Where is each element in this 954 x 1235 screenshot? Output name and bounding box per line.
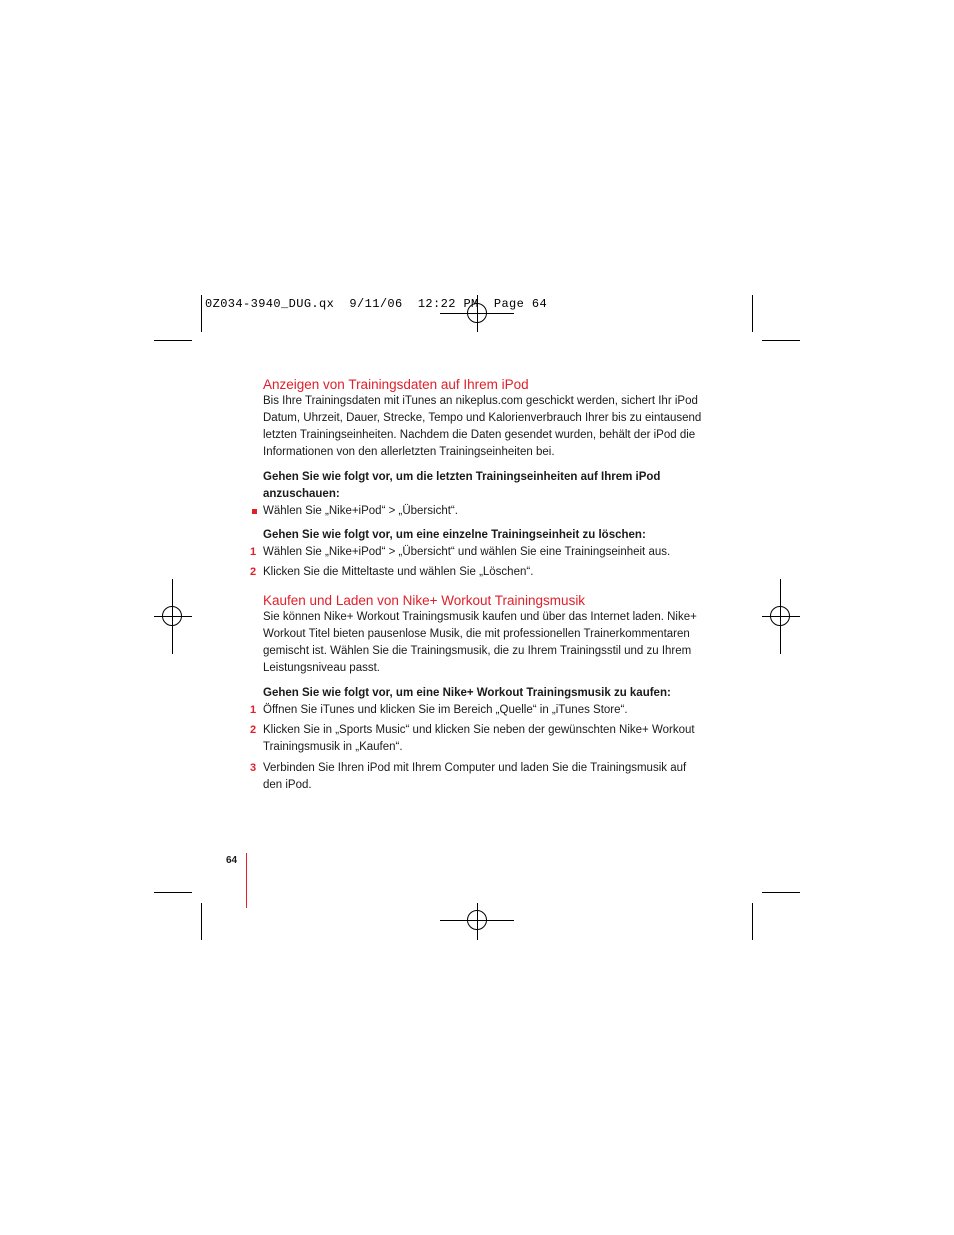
instruction-heading: Gehen Sie wie folgt vor, um eine einzelne Trainingseinheit zu löschen:	[263, 529, 646, 541]
print-slug-line: 0Z034-3940_DUG.qx 9/11/06 12:22 PM Page 64	[205, 297, 548, 311]
crop-mark	[752, 295, 753, 332]
step-number: 3	[250, 762, 257, 774]
list-item: 2 Klicken Sie die Mitteltaste und wählen Sie „Löschen“.	[263, 564, 703, 581]
section-body: Sie können Nike+ Workout Trainingsmusik kaufen und über das Internet laden. Nike+ Workout Titel bieten pausenlose Musik, die mit professionellen Trainerkommentaren gemischt ist. Wählen Sie die Trainingsmusik, die zu Ihrem Trainingsstil und zu Ihrem Leistungsniveau passt.	[263, 611, 697, 674]
page-content	[250, 376, 703, 794]
section-body: Bis Ihre Trainingsdaten mit iTunes an nikeplus.com geschickt werden, sichert Ihr iPod Datum, Uhrzeit, Dauer, Strecke, Tempo und Kalorienverbrauch Ihrer bis zu eintausend letzten Trainingseinheiten. Nachdem die Daten gesendet wurden, behält der iPod die Informationen von den allerletzten Trainingseinheiten bei.	[263, 395, 702, 458]
instruction-heading: Gehen Sie wie folgt vor, um eine Nike+ Workout Trainingsmusik zu kaufen:	[263, 687, 671, 699]
instruction-heading: Gehen Sie wie folgt vor, um die letzten Trainingseinheiten auf Ihrem iPod anzuschauen:	[263, 471, 661, 500]
crop-mark	[752, 903, 753, 940]
list-item: 2 Klicken Sie in „Sports Music“ und klicken Sie neben der gewünschten Nike+ Workout Trainingsmusik in „Kaufen“.	[250, 724, 695, 753]
page-margin-rule	[246, 853, 247, 908]
step-number: 1	[250, 704, 257, 716]
list-item: 1 Öffnen Sie iTunes und klicken Sie im Bereich „Quelle“ in „iTunes Store“.	[263, 702, 703, 719]
crop-mark	[762, 892, 800, 893]
bullet-item: Wählen Sie „Nike+iPod“ > „Übersicht“.	[263, 503, 703, 520]
crop-mark	[762, 340, 800, 341]
crop-mark	[201, 295, 202, 332]
crop-mark	[201, 903, 202, 940]
page-number: 64	[226, 855, 238, 866]
step-number: 1	[250, 546, 257, 558]
section-heading-trainingsdaten: Anzeigen von Trainingsdaten auf Ihrem iPod	[263, 377, 529, 392]
list-item: 1 Wählen Sie „Nike+iPod“ > „Übersicht“ und wählen Sie eine Trainingseinheit aus.	[263, 544, 703, 561]
list-item: 3 Verbinden Sie Ihren iPod mit Ihrem Computer und laden Sie die Trainingsmusik auf den iPod.	[250, 762, 687, 791]
section-heading-trainingsmusik: Kaufen und Laden von Nike+ Workout Trainingsmusik	[263, 593, 586, 608]
bullet-icon	[252, 509, 257, 514]
step-number: 2	[250, 566, 257, 578]
crop-mark	[154, 892, 192, 893]
crop-mark	[154, 340, 192, 341]
step-number: 2	[250, 724, 257, 736]
